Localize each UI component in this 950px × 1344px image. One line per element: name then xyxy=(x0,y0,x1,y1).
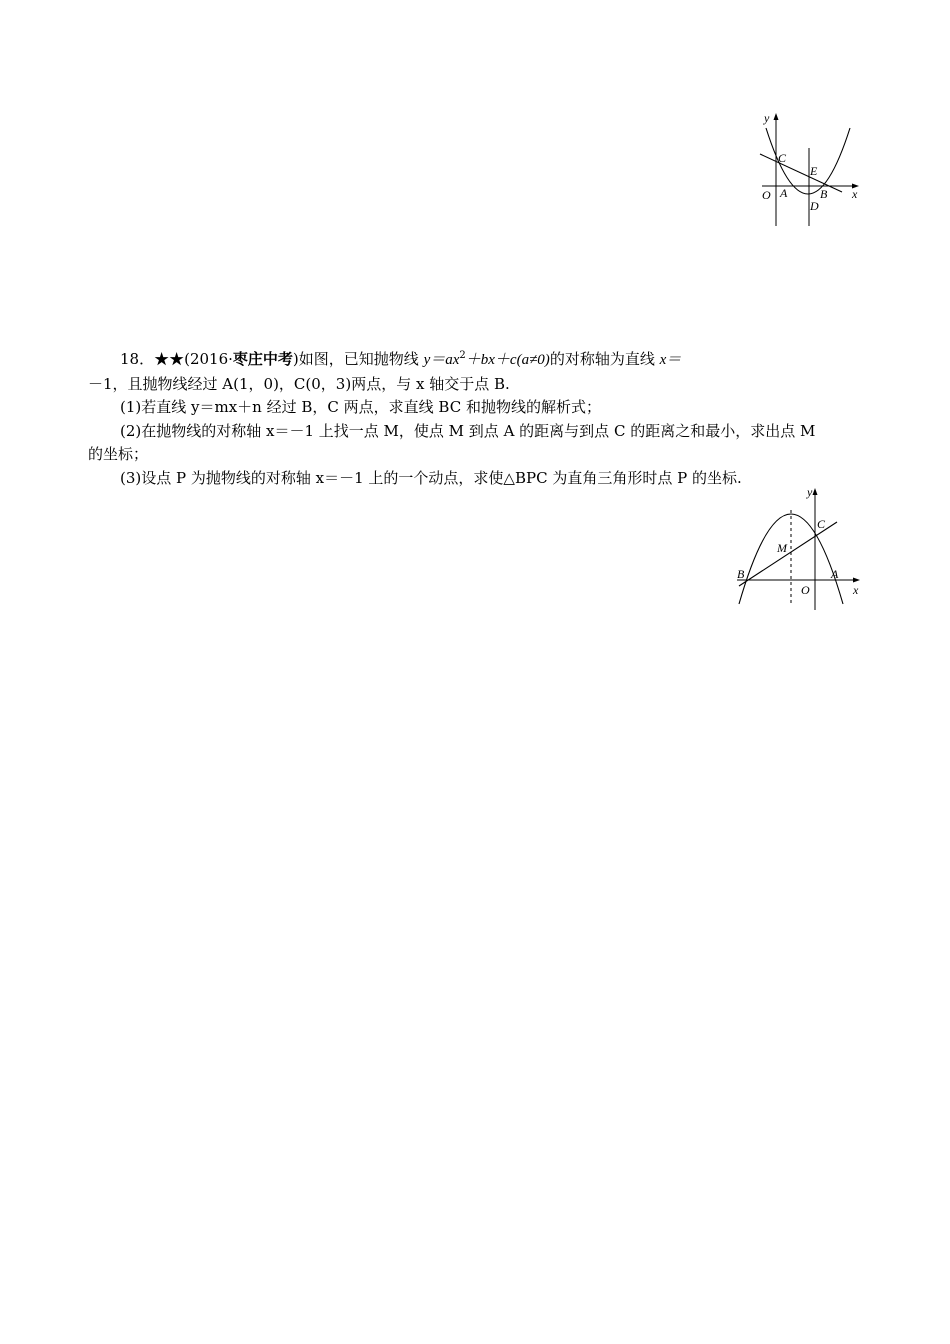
label-e: E xyxy=(810,164,818,178)
label-origin: O xyxy=(801,583,810,597)
problem-18 xyxy=(88,344,866,490)
label-x: x xyxy=(852,187,858,201)
x-axis-arrow xyxy=(853,578,860,583)
figure-2-parabola-graph xyxy=(733,482,868,614)
y-axis-arrow xyxy=(813,488,818,495)
line1-text-b: 的对称轴为直线 xyxy=(549,350,660,368)
problem-line-2: －1，且抛物线经过 A(1，0)，C(0，3)两点，与 x 轴交于点 B. xyxy=(88,374,510,393)
question-1: (1)若直线 y＝mx＋n 经过 B，C 两点，求直线 BC 和抛物线的解析式； xyxy=(120,398,601,416)
label-d: D xyxy=(810,199,819,213)
formula-exponent: 2 xyxy=(459,350,466,361)
question-3: (3)设点 P 为抛物线的对称轴 x＝－1 上的一个动点，求使△BPC 为直角三角形时点 P 的坐标. xyxy=(120,468,742,487)
formula-part-1: y＝ax xyxy=(423,352,460,368)
line1-x: x＝ xyxy=(659,352,682,368)
source-close: ) xyxy=(292,350,299,368)
problem-number: 18． xyxy=(120,350,155,368)
label-a: A xyxy=(831,567,839,581)
label-b: B xyxy=(737,567,745,581)
label-a: A xyxy=(780,186,788,200)
label-y: y xyxy=(764,111,770,125)
label-origin: O xyxy=(762,188,771,202)
formula-part-2: ＋bx＋c(a≠0) xyxy=(465,352,550,368)
label-x: x xyxy=(853,583,859,597)
question-2-part-a: (2)在抛物线的对称轴 x＝－1 上找一点 M，使点 M 到点 A 的距离与到点 C 的距离之和最小，求出点 M xyxy=(120,421,816,440)
difficulty-stars: ★★ xyxy=(154,350,185,368)
source-open: (2016· xyxy=(184,350,233,368)
line1-text-a: 如图，已知抛物线 xyxy=(298,350,424,368)
problem-line-1 xyxy=(88,344,866,373)
source-name: 枣庄中考 xyxy=(232,350,293,368)
line-bc xyxy=(739,522,837,586)
label-y: y xyxy=(807,485,813,499)
label-m: M xyxy=(777,541,787,555)
label-c: C xyxy=(817,517,826,531)
question-2-part-b: 的坐标； xyxy=(88,445,149,463)
figure-1-parabola-graph xyxy=(752,108,867,230)
y-axis-arrow xyxy=(774,113,779,120)
label-b: B xyxy=(820,187,828,201)
label-c: C xyxy=(778,151,787,165)
